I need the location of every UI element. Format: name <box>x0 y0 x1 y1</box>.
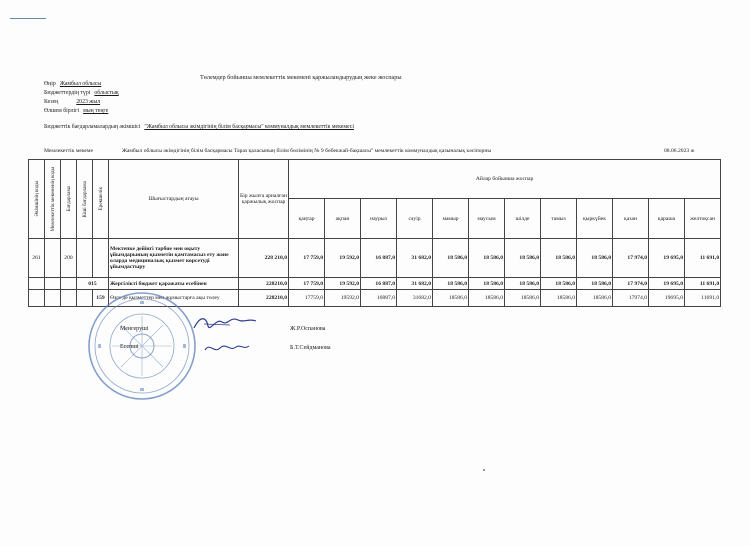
header-specific: Ерекшелік <box>93 160 109 239</box>
financing-plan-table <box>28 159 721 307</box>
header-month: қазан <box>613 199 649 239</box>
header-monthly-plan: Айлар бойынша жоспар <box>289 160 721 199</box>
scan-speck <box>482 468 486 472</box>
header-rule <box>10 18 46 19</box>
document-date: 08.06.2023 ж <box>664 148 695 154</box>
header-institution-code: Мемлекеттік мекеменің коды <box>45 160 61 239</box>
header-month: наурыз <box>361 199 397 239</box>
header-month: қараша <box>649 199 685 239</box>
header-month: қыркүйек <box>577 199 613 239</box>
table-row: 159 Өзге де қызметтер мен жұмыстарға ақы төлеу 228210,0 17759,0 19592,0 16887,0 31682,0 18586,0 18586,0 18586,0 18586,0 18586,0 17974,0 19695,0 11691,0 <box>29 290 721 307</box>
header-admin-code: Әкімшінің коды <box>29 160 45 239</box>
header-month: ақпан <box>325 199 361 239</box>
header-month: мамыр <box>433 199 469 239</box>
header-month: маусым <box>469 199 505 239</box>
institution-name: Жамбыл облысы әкімдігінің білім басқармасы Тараз қаласының білім бөлімінің № 9 бөбекжай-бақшасы" мемлекеттік коммуналдық қазыналық кәсіпорны <box>122 148 492 154</box>
header-subprogram: Кіші бағдарлама <box>77 160 93 239</box>
meta-period: Кезең 2023 жыл <box>44 99 101 105</box>
official-stamp <box>86 290 198 402</box>
header-month: желтоқсан <box>685 199 721 239</box>
accountant-role: Есепші <box>120 344 139 350</box>
header-month: қаңтар <box>289 199 325 239</box>
institution-line: Мемлекеттік мекеме Жамбыл облысы әкімдігінің білім басқармасы Тараз қаласының білім бөлімінің № 9 бөбекжай-бақшасы" мемлекеттік коммуналдық қазыналық кәсіпорны 08.06.2023 ж <box>44 148 695 154</box>
meta-unit: Өлшем бірлігі мың теңге <box>44 108 109 114</box>
head-signature <box>190 312 260 334</box>
meta-administrator: Бюджеттік бағдарламалардың әкімшісі "Жамбыл облысы әкімдігінің білім басқармасы" коммуналдық мемлекеттік мекемесі <box>44 124 354 130</box>
header-month: шілде <box>505 199 541 239</box>
table-row: 015 Жергілікті бюджет қаражаты есебінен 228210,0 17 759,0 19 592,0 16 887,0 31 682,0 18 586,0 18 586,0 18 586,0 18 586,0 18 586,0 17 974,0 19 695,0 11 691,0 <box>29 278 721 290</box>
row-name: Мектепке дейінгі тәрбие мен оқыту ұйымдарының қызметін қамтамасыз ету және оларда медициналық қызмет көрсетуді ұйымдастыру <box>109 239 239 278</box>
header-program: Бағдарлама <box>61 160 77 239</box>
header-month: сәуір <box>397 199 433 239</box>
table-row: 261 200 Мектепке дейінгі тәрбие мен оқыту ұйымдарының қызметін қамтамасыз ету және оларда медициналық қызмет көрсетуді ұйымдастыру 228 210,0 17 759,0 19 592,0 16 887,0 31 682,0 18 586,0 18 586,0 18 586,0 18 586,0 18 586,0 17 974,0 19 695,0 11 691,0 <box>29 239 721 278</box>
meta-budget-type: Бюджеттердің түрі облыстық <box>44 90 119 96</box>
row-name: Жергілікті бюджет қаражаты есебінен <box>109 278 239 290</box>
header-expense-name: Шығыстардың атауы <box>109 160 239 239</box>
header-yearly-plan: Бір жылға арналған қаржылық жоспар <box>239 160 289 239</box>
accountant-signature <box>202 340 252 356</box>
document-title: Төлемдер бойынша мемлекеттік мекемені қаржыландырудың жеке жоспары <box>200 74 402 81</box>
head-name: Ж.Р.Оспанова <box>290 326 326 332</box>
accountant-name: Б.Т.Сейдманова <box>290 345 331 351</box>
row-name: Өзге де қызметтер мен жұмыстарға ақы төлеу <box>109 290 239 307</box>
meta-region: Өңір Жамбыл облысы <box>44 81 102 87</box>
head-role: Менгеруші <box>120 326 149 332</box>
header-month: тамыз <box>541 199 577 239</box>
